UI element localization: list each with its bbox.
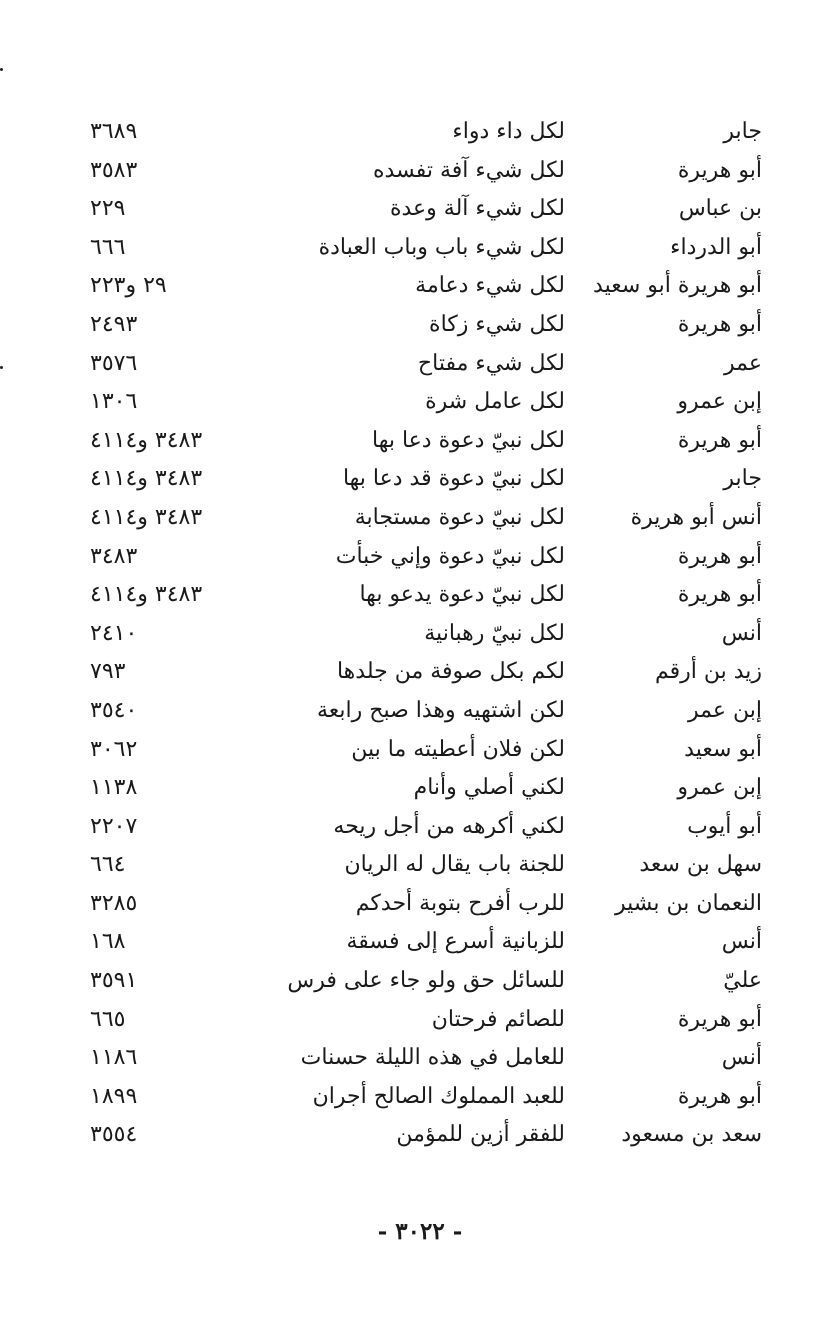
hadith-text: لكل شيء دعامة bbox=[415, 273, 565, 299]
narrator-name: أبو أيوب bbox=[687, 813, 762, 839]
reference-number: ٢٢٠٧ bbox=[90, 813, 138, 839]
page-number: - ٣٠٢٢ - bbox=[377, 1218, 463, 1245]
index-row bbox=[90, 653, 770, 692]
hadith-text: لكل شيء مفتاح bbox=[417, 350, 565, 376]
index-row bbox=[90, 769, 770, 808]
reference-number: ١١٣٨ bbox=[90, 775, 138, 801]
reference-number: ١١٨٦ bbox=[90, 1045, 138, 1071]
reference-number: ٣٢٨٥ bbox=[90, 890, 138, 916]
narrator-name: جابر bbox=[723, 466, 762, 492]
hadith-text: للعبد المملوك الصالح أجران bbox=[312, 1083, 565, 1109]
reference-number: ٣٤٨٣ و٤١١٤ bbox=[90, 466, 203, 492]
index-row bbox=[90, 345, 770, 384]
hadith-text: لكل شيء آلة وعدة bbox=[389, 196, 565, 222]
narrator-name: أنس bbox=[721, 620, 762, 646]
index-row bbox=[90, 1001, 770, 1040]
narrator-name: أبو هريرة bbox=[677, 582, 762, 608]
narrator-name: أبو هريرة أبو سعيد bbox=[593, 273, 762, 299]
reference-number: ١٨٩٩ bbox=[90, 1083, 138, 1109]
reference-number: ٣٥٧٦ bbox=[90, 350, 138, 376]
reference-number: ٧٩٣ bbox=[90, 659, 126, 685]
narrator-name: سعد بن مسعود bbox=[621, 1122, 762, 1148]
narrator-name: أبو هريرة bbox=[677, 157, 762, 183]
narrator-name: زيد بن أرقم bbox=[654, 659, 762, 685]
hadith-text: للصائم فرحتان bbox=[431, 1006, 565, 1032]
reference-number: ٢٩ و٢٢٣ bbox=[90, 273, 167, 299]
reference-number: ٣٥٤٠ bbox=[90, 697, 138, 723]
index-row bbox=[90, 576, 770, 615]
reference-number: ٣٥٩١ bbox=[90, 968, 138, 994]
hadith-text: لكل نبيّ دعوة مستجابة bbox=[354, 504, 565, 530]
narrator-name: عمر bbox=[724, 350, 762, 376]
hadith-text: للرب أفرح بتوبة أحدكم bbox=[355, 890, 565, 916]
index-row bbox=[90, 846, 770, 885]
index-row bbox=[90, 460, 770, 499]
reference-number: ٣٤٨٣ و٤١١٤ bbox=[90, 504, 203, 530]
narrator-name: بن عباس bbox=[678, 196, 762, 222]
reference-number: ٣٠٦٢ bbox=[90, 736, 138, 762]
index-row bbox=[90, 306, 770, 345]
hadith-text: للزبانية أسرع إلى فسقة bbox=[346, 929, 565, 955]
reference-number: ٣٥٥٤ bbox=[90, 1122, 138, 1148]
index-row bbox=[90, 538, 770, 577]
reference-number: ٣٤٨٣ و٤١١٤ bbox=[90, 582, 203, 608]
hadith-text: لكم بكل صوفة من جلدها bbox=[336, 659, 565, 685]
hadith-text: للسائل حق ولو جاء على فرس bbox=[287, 968, 565, 994]
hadith-text: لكل نبيّ دعوة قد دعا بها bbox=[342, 466, 565, 492]
hadith-text: لكل نبيّ رهبانية bbox=[424, 620, 565, 646]
index-row bbox=[90, 267, 770, 306]
index-row bbox=[90, 152, 770, 191]
hadith-text: لكل نبيّ دعوة دعا بها bbox=[372, 427, 565, 453]
hadith-text: لكل شيء آفة تفسده bbox=[373, 157, 565, 183]
narrator-name: أنس bbox=[721, 929, 762, 955]
narrator-name: جابر bbox=[723, 119, 762, 144]
margin-mark-middle bbox=[0, 366, 3, 369]
hadith-text: لكل نبيّ دعوة يدعو بها bbox=[359, 582, 565, 608]
hadith-text: للجنة باب يقال له الريان bbox=[344, 852, 565, 878]
hadith-text: لكل شيء زكاة bbox=[429, 311, 565, 337]
hadith-text: للعامل في هذه الليلة حسنات bbox=[300, 1045, 565, 1071]
narrator-name: عليّ bbox=[723, 968, 762, 994]
index-row bbox=[90, 190, 770, 229]
index-row bbox=[90, 113, 770, 152]
reference-number: ٣٤٨٣ bbox=[90, 543, 138, 569]
index-row bbox=[90, 731, 770, 770]
reference-number: ١٣٠٦ bbox=[90, 389, 138, 415]
index-row bbox=[90, 1078, 770, 1117]
index-row bbox=[90, 1116, 770, 1155]
narrator-name: سهل بن سعد bbox=[639, 852, 762, 878]
index-row bbox=[90, 962, 770, 1001]
hadith-text: لكن فلان أعطيته ما بين bbox=[351, 736, 565, 762]
reference-number: ٦٦٤ bbox=[90, 852, 126, 878]
reference-number: ٢٤٩٣ bbox=[90, 311, 138, 337]
hadith-text: لكن اشتهيه وهذا صبح رابعة bbox=[316, 697, 565, 723]
narrator-name: إبن عمر bbox=[688, 697, 762, 723]
index-row bbox=[90, 422, 770, 461]
narrator-name: إبن عمرو bbox=[677, 389, 762, 415]
hadith-index-table bbox=[90, 113, 770, 1155]
narrator-name: أبو هريرة bbox=[677, 427, 762, 453]
narrator-name: أنس أبو هريرة bbox=[630, 504, 762, 530]
reference-number: ٢٤١٠ bbox=[90, 620, 138, 646]
index-row bbox=[90, 885, 770, 924]
narrator-name: إبن عمرو bbox=[677, 775, 762, 801]
index-row bbox=[90, 808, 770, 847]
narrator-name: أبو هريرة bbox=[677, 1006, 762, 1032]
reference-number: ١٦٨ bbox=[90, 929, 126, 955]
hadith-text: لكل داء دواء bbox=[452, 119, 565, 144]
index-row bbox=[90, 499, 770, 538]
index-row bbox=[90, 229, 770, 268]
hadith-text: للفقر أزين للمؤمن bbox=[396, 1122, 565, 1148]
narrator-name: أبو هريرة bbox=[677, 543, 762, 569]
reference-number: ٣٦٨٩ bbox=[90, 119, 138, 144]
reference-number: ٣٥٨٣ bbox=[90, 157, 138, 183]
reference-number: ٦٦٥ bbox=[90, 1006, 126, 1032]
narrator-name: أبو الدرداء bbox=[670, 234, 762, 260]
reference-number: ٢٢٩ bbox=[90, 196, 126, 222]
index-row bbox=[90, 923, 770, 962]
hadith-text: لكني أصلي وأنام bbox=[413, 775, 565, 801]
index-row bbox=[90, 615, 770, 654]
hadith-text: لكل عامل شرة bbox=[425, 389, 565, 415]
narrator-name: أبو هريرة bbox=[677, 1083, 762, 1109]
hadith-text: لكل نبيّ دعوة وإني خبأت bbox=[335, 543, 565, 569]
margin-mark-top bbox=[0, 68, 3, 71]
narrator-name: النعمان بن بشير bbox=[614, 890, 762, 916]
index-row bbox=[90, 1039, 770, 1078]
reference-number: ٦٦٦ bbox=[90, 234, 126, 260]
narrator-name: أبو سعيد bbox=[684, 736, 762, 762]
reference-number: ٣٤٨٣ و٤١١٤ bbox=[90, 427, 203, 453]
narrator-name: أبو هريرة bbox=[677, 311, 762, 337]
hadith-text: لكني أكرهه من أجل ريحه bbox=[333, 813, 565, 839]
index-row bbox=[90, 692, 770, 731]
hadith-text: لكل شيء باب وباب العبادة bbox=[318, 234, 565, 260]
narrator-name: أنس bbox=[721, 1045, 762, 1071]
index-row bbox=[90, 383, 770, 422]
